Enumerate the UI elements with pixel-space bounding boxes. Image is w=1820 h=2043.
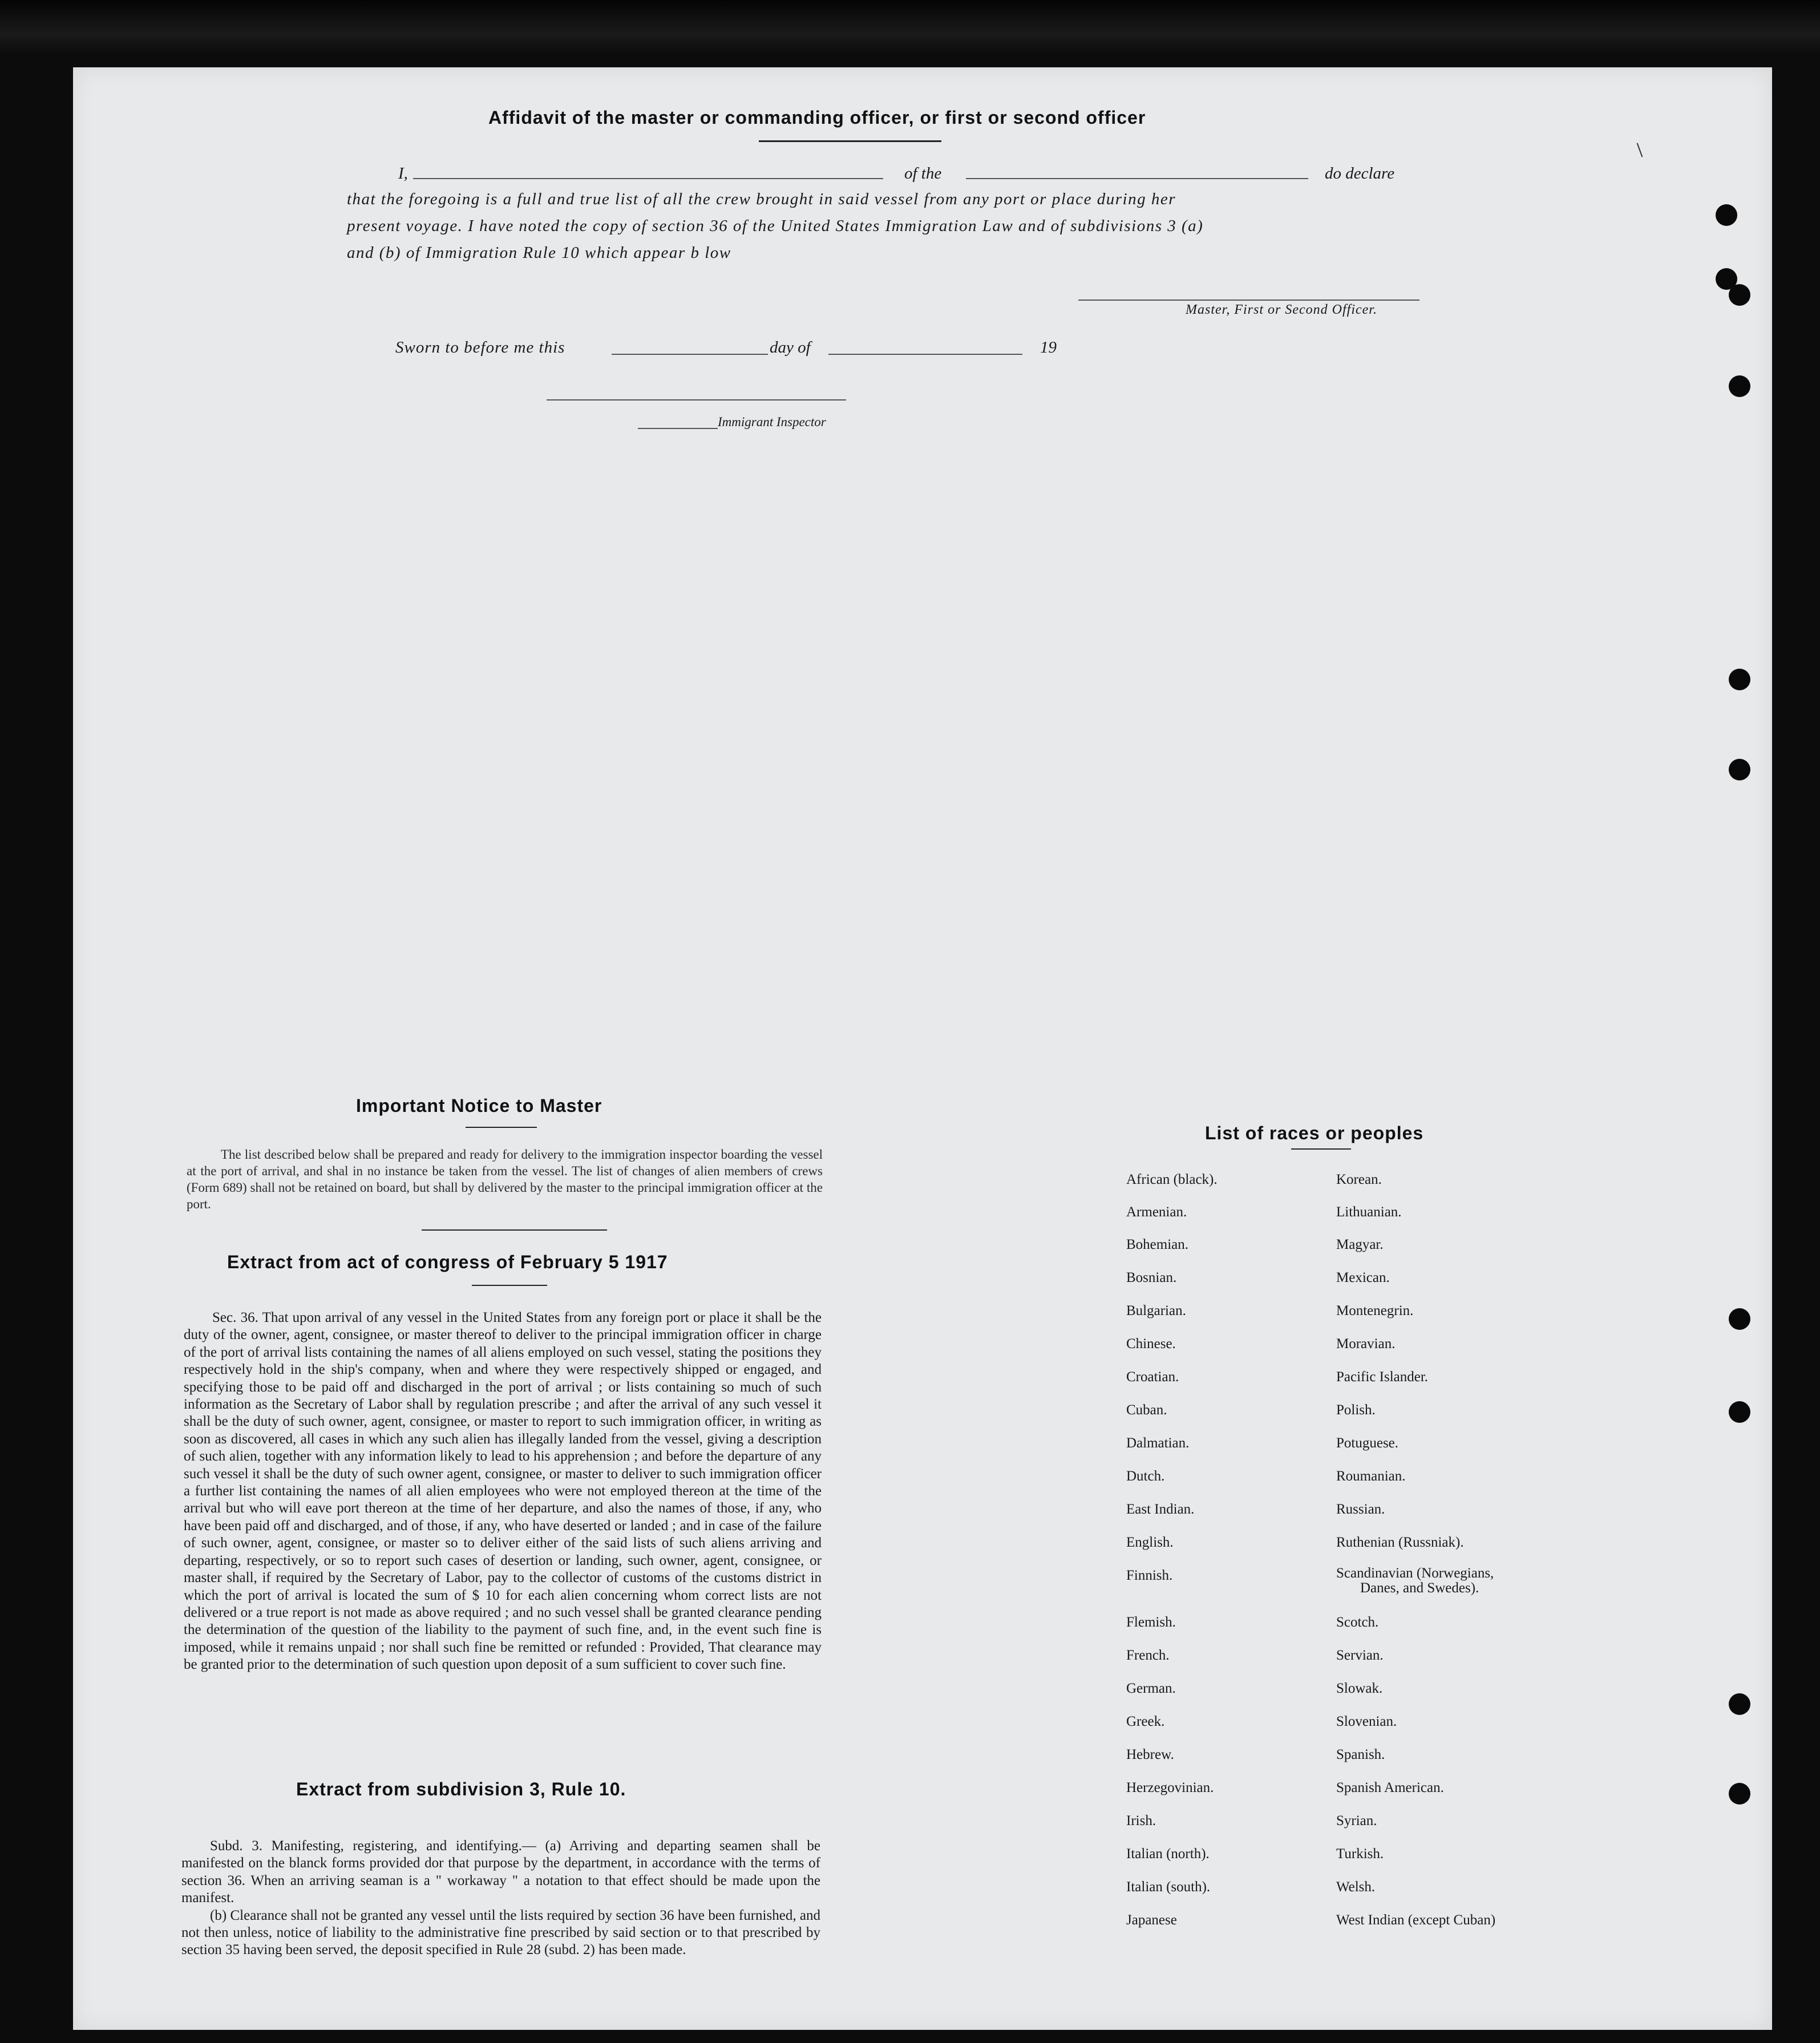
race-item: Italian (south). <box>1126 1879 1211 1895</box>
race-item: Dutch. <box>1126 1468 1165 1484</box>
inspector-label: Immigrant Inspector <box>718 415 826 429</box>
race-item: Korean. <box>1336 1172 1382 1187</box>
race-item: Polish. <box>1336 1402 1376 1418</box>
race-item: Japanese <box>1126 1912 1177 1928</box>
signature-label: Master, First or Second Officer. <box>1186 302 1377 317</box>
affidavit-i-label: I, <box>398 164 408 183</box>
year-label: 19 <box>1040 338 1057 357</box>
vessel-name-blank[interactable] <box>966 178 1308 179</box>
race-item: Magyar. <box>1336 1237 1384 1252</box>
punch-hole <box>1729 1401 1750 1423</box>
punch-hole <box>1729 669 1750 690</box>
race-item: Croatian. <box>1126 1369 1179 1385</box>
race-item: Cuban. <box>1126 1402 1167 1418</box>
race-item: Dalmatian. <box>1126 1435 1190 1451</box>
rule-title: Extract from subdivision 3, Rule 10. <box>296 1779 626 1799</box>
race-item: Mexican. <box>1336 1270 1390 1285</box>
race-item: Bohemian. <box>1126 1237 1189 1252</box>
race-item: African (black). <box>1126 1172 1218 1187</box>
affidavit-title-underline <box>759 140 941 142</box>
act-title-underline <box>472 1285 547 1286</box>
race-item: Irish. <box>1126 1813 1156 1828</box>
race-item: Spanish. <box>1336 1747 1385 1762</box>
races-title: List of races or peoples <box>1205 1123 1424 1143</box>
punch-hole <box>1729 1693 1750 1715</box>
inspector-short-line <box>638 428 718 429</box>
affidavit-line-3: and (b) of Immigration Rule 10 which appear b low <box>347 244 731 262</box>
affidavit-of-label: of the <box>904 164 942 183</box>
race-item: Russian. <box>1336 1502 1385 1517</box>
notice-title: Important Notice to Master <box>356 1095 602 1116</box>
race-item: Slowak. <box>1336 1681 1383 1696</box>
punch-hole <box>1729 1783 1750 1805</box>
race-item: Danes, and Swedes). <box>1360 1580 1479 1596</box>
race-item: Syrian. <box>1336 1813 1377 1828</box>
punch-hole <box>1729 375 1750 397</box>
notice-text: The list described below shall be prepared and ready for delivery to the immigration inspector boarding the vessel at the port of arrival, and shal in no instance be taken from the vessel. The list of changes of alien members of crews (Form 689) shall not be retained on board, but shall by delivered by the master to the principal immigration officer at the port. <box>187 1147 823 1211</box>
punch-hole <box>1729 284 1750 306</box>
race-item: East Indian. <box>1126 1502 1195 1517</box>
race-item: Servian. <box>1336 1648 1384 1663</box>
sworn-month-blank[interactable] <box>828 354 1022 355</box>
sworn-label: Sworn to before me this <box>395 338 565 357</box>
punch-hole <box>1729 759 1750 780</box>
punch-hole <box>1716 204 1737 226</box>
day-of-label: day of <box>770 338 811 357</box>
rule-subd-b: (b) Clearance shall not be granted any vessel until the lists required by section 36 have been furnished, and not then unless, notice of liability to the administrative fine prescribed by said section or to that prescribed by section 35 having been served, the deposit specified in Rule 28 (subd. 2) has been made. <box>181 1907 820 1958</box>
rule-10-text <box>181 1838 820 1959</box>
scan-top-border <box>0 0 1820 57</box>
race-item: West Indian (except Cuban) <box>1336 1912 1496 1928</box>
race-item: Flemish. <box>1126 1615 1176 1630</box>
race-item: Potuguese. <box>1336 1435 1399 1451</box>
affidavit-line-1: that the foregoing is a full and true list of all the crew brought in said vessel from any port or place during her <box>347 190 1176 208</box>
race-item: Scandinavian (Norwegians, <box>1336 1565 1494 1581</box>
affidavit-line-2: present voyage. I have noted the copy of section 36 of the United States Immigration Law and of subdivisions 3 (a) <box>347 217 1204 235</box>
race-item: Finnish. <box>1126 1568 1173 1583</box>
race-item: Chinese. <box>1126 1336 1176 1352</box>
race-item: Bulgarian. <box>1126 1303 1186 1318</box>
document-page <box>73 67 1772 2030</box>
race-item: Moravian. <box>1336 1336 1396 1352</box>
sworn-day-blank[interactable] <box>612 354 768 355</box>
race-item: Armenian. <box>1126 1204 1187 1220</box>
affidavit-declare-label: do declare <box>1325 164 1395 183</box>
inspector-signature-line[interactable] <box>547 399 846 400</box>
race-item: Scotch. <box>1336 1615 1379 1630</box>
affiant-name-blank[interactable] <box>413 178 883 179</box>
race-item: Pacific Islander. <box>1336 1369 1429 1385</box>
race-item: English. <box>1126 1535 1174 1550</box>
act-title: Extract from act of congress of February 5 1917 <box>227 1252 668 1272</box>
race-item: Hebrew. <box>1126 1747 1174 1762</box>
race-item: Roumanian. <box>1336 1468 1406 1484</box>
race-item: German. <box>1126 1681 1176 1696</box>
race-item: Italian (north). <box>1126 1846 1210 1862</box>
race-item: Turkish. <box>1336 1846 1384 1862</box>
rule-subd-a: Subd. 3. Manifesting, registering, and identifying.— (a) Arriving and departing seamen shall be manifested on the blanck forms provided dor that purpose by the department, in accordance with the terms of section 36. When an arriving seaman is a " workaway " a notation to that effect should be made upon the manifest. <box>181 1838 820 1906</box>
sec-36-text: Sec. 36. That upon arrival of any vessel in the United States from any foreign port or place it shall be the duty of the owner, agent, consignee, or master thereof to deliver to the principal immigration officer in charge of the port of arrival lists containing the names of all aliens employed on such vessel, stating the positions they respectively hold in the ship's company, when and where they were respectively shipped or engaged, and specifying those to be paid off and discharged in the port of arrival ; or lists containing so much of such information as the Secretary of Labor shall by regulation prescribe ; and after the arrival of any such vessel it shall be the duty of such owner, agent, consignee, or master to report to such immigration officer, in writing as soon as discovered, all cases in which any such alien has illegally landed from the vessel, giving a description of such alien, together with any information likely to lead to his apprehension ; and before the departure of any such vessel it shall be the duty of such owner agent, consignee, or master to deliver to such immigration officer a further list containing the names of all alien employees who were not employed thereon at the time of the arrival but who will eave port thereon at the time of her departure, and also the names of those, if any, who have been paid off and discharged, and of those, if any, who have deserted or landed ; and in case of the failure of such owner, agent, consignee, or master so to deliver either of the said lists of such aliens arriving and departing, respectively, or so to report such cases of desertion or landing, such owner, agent, consignee, or master shall, if required by the Secretary of Labor, pay to the collector of customs of the customs district in which the port of arrival is located the sum of $ 10 for each alien concerning whom correct lists are not delivered or a true report is not made as above required ; and no such vessel shall be granted clearance pending the determination of the question of the liability to the payment of such fine, and, in the event such fine is imposed, while it remains unpaid ; nor shall such fine be remitted or refunded : Provided, That clearance may be granted prior to the determination of such question upon deposit of a sum sufficient to cover such fine. <box>184 1310 822 1673</box>
race-item: Ruthenian (Russniak). <box>1336 1535 1464 1550</box>
race-item: Montenegrin. <box>1336 1303 1414 1318</box>
race-item: French. <box>1126 1648 1170 1663</box>
race-item: Bosnian. <box>1126 1270 1177 1285</box>
race-item: Welsh. <box>1336 1879 1376 1895</box>
races-title-underline <box>1291 1148 1351 1150</box>
race-item: Herzegovinian. <box>1126 1780 1214 1795</box>
affidavit-title: Affidavit of the master or commanding officer, or first or second officer <box>488 107 1146 128</box>
race-item: Spanish American. <box>1336 1780 1444 1795</box>
punch-hole <box>1729 1308 1750 1330</box>
race-item: Lithuanian. <box>1336 1204 1402 1220</box>
signature-line[interactable] <box>1078 300 1419 301</box>
notice-divider <box>422 1229 607 1231</box>
race-item: Greek. <box>1126 1714 1165 1729</box>
race-item: Slovenian. <box>1336 1714 1397 1729</box>
notice-title-underline <box>466 1127 537 1128</box>
